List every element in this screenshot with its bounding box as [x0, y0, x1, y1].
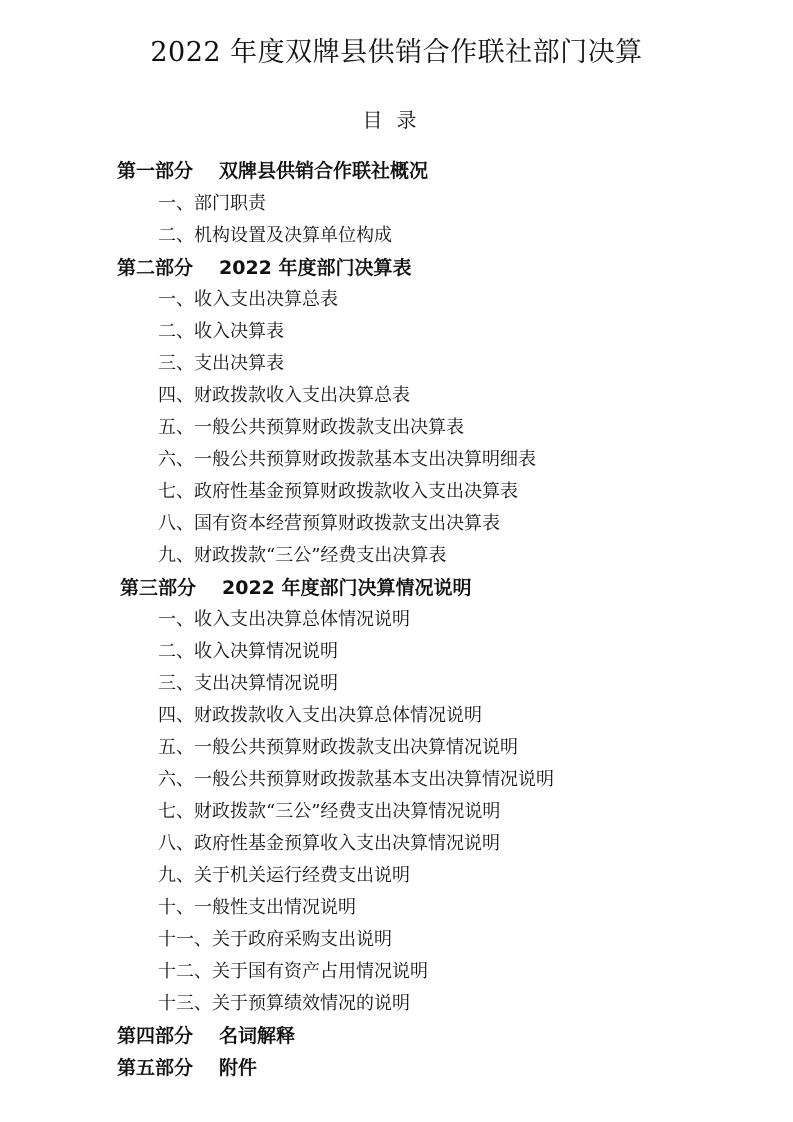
- toc-part-label: 第三部分: [120, 577, 197, 599]
- toc-part-4[interactable]: [117, 1020, 295, 1052]
- toc-item[interactable]: 三、支出决算情况说明: [158, 673, 338, 694]
- document-title: 2022 年度双牌县供销合作联社部门决算: [150, 37, 643, 68]
- toc-part-label: 第五部分: [117, 1057, 194, 1079]
- toc-item[interactable]: 四、财政拨款收入支出决算总体情况说明: [158, 705, 482, 726]
- toc-item[interactable]: 五、一般公共预算财政拨款支出决算情况说明: [158, 737, 518, 758]
- toc-part-title: 2022 年度部门决算表: [219, 257, 412, 279]
- toc-item[interactable]: 九、财政拨款“三公”经费支出决算表: [158, 545, 447, 566]
- toc-item[interactable]: 八、政府性基金预算收入支出决算情况说明: [158, 833, 500, 854]
- toc-part-title: 双牌县供销合作联社概况: [219, 160, 429, 182]
- toc-item[interactable]: 六、一般公共预算财政拨款基本支出决算情况说明: [158, 769, 554, 790]
- toc-part-title: 附件: [219, 1057, 258, 1079]
- toc-item[interactable]: 十二、关于国有资产占用情况说明: [158, 961, 428, 982]
- toc-item[interactable]: 七、财政拨款“三公”经费支出决算情况说明: [158, 801, 501, 822]
- toc-item[interactable]: 九、关于机关运行经费支出说明: [158, 865, 410, 886]
- toc-part-3[interactable]: [120, 572, 472, 604]
- toc-item[interactable]: 一、收入支出决算总表: [158, 289, 338, 310]
- toc-item[interactable]: 六、一般公共预算财政拨款基本支出决算明细表: [158, 449, 536, 470]
- toc-part-1[interactable]: [117, 155, 428, 187]
- toc-item[interactable]: 二、机构设置及决算单位构成: [158, 225, 392, 246]
- toc-item[interactable]: 十一、关于政府采购支出说明: [158, 929, 392, 950]
- toc-item[interactable]: 八、国有资本经营预算财政拨款支出决算表: [158, 513, 500, 534]
- toc-item[interactable]: 十、一般性支出情况说明: [158, 897, 356, 918]
- toc-item[interactable]: 二、收入决算情况说明: [158, 641, 338, 662]
- toc-part-5[interactable]: [117, 1052, 257, 1084]
- toc-part-title: 名词解释: [219, 1025, 296, 1047]
- toc-part-label: 第二部分: [117, 257, 194, 279]
- toc-item[interactable]: 一、收入支出决算总体情况说明: [158, 609, 410, 630]
- toc-part-label: 第四部分: [117, 1025, 194, 1047]
- toc-heading: 目录: [362, 108, 431, 132]
- toc-item[interactable]: 三、支出决算表: [158, 353, 284, 374]
- toc-item[interactable]: 四、财政拨款收入支出决算总表: [158, 385, 410, 406]
- toc-part-2[interactable]: [117, 252, 412, 284]
- toc-item[interactable]: 一、部门职责: [158, 193, 266, 214]
- toc-part-title: 2022 年度部门决算情况说明: [222, 577, 472, 599]
- toc-item[interactable]: 五、一般公共预算财政拨款支出决算表: [158, 417, 464, 438]
- toc-part-label: 第一部分: [117, 160, 194, 182]
- toc-item[interactable]: 七、政府性基金预算财政拨款收入支出决算表: [158, 481, 518, 502]
- toc-item[interactable]: 二、收入决算表: [158, 321, 284, 342]
- toc-item[interactable]: 十三、关于预算绩效情况的说明: [158, 993, 410, 1014]
